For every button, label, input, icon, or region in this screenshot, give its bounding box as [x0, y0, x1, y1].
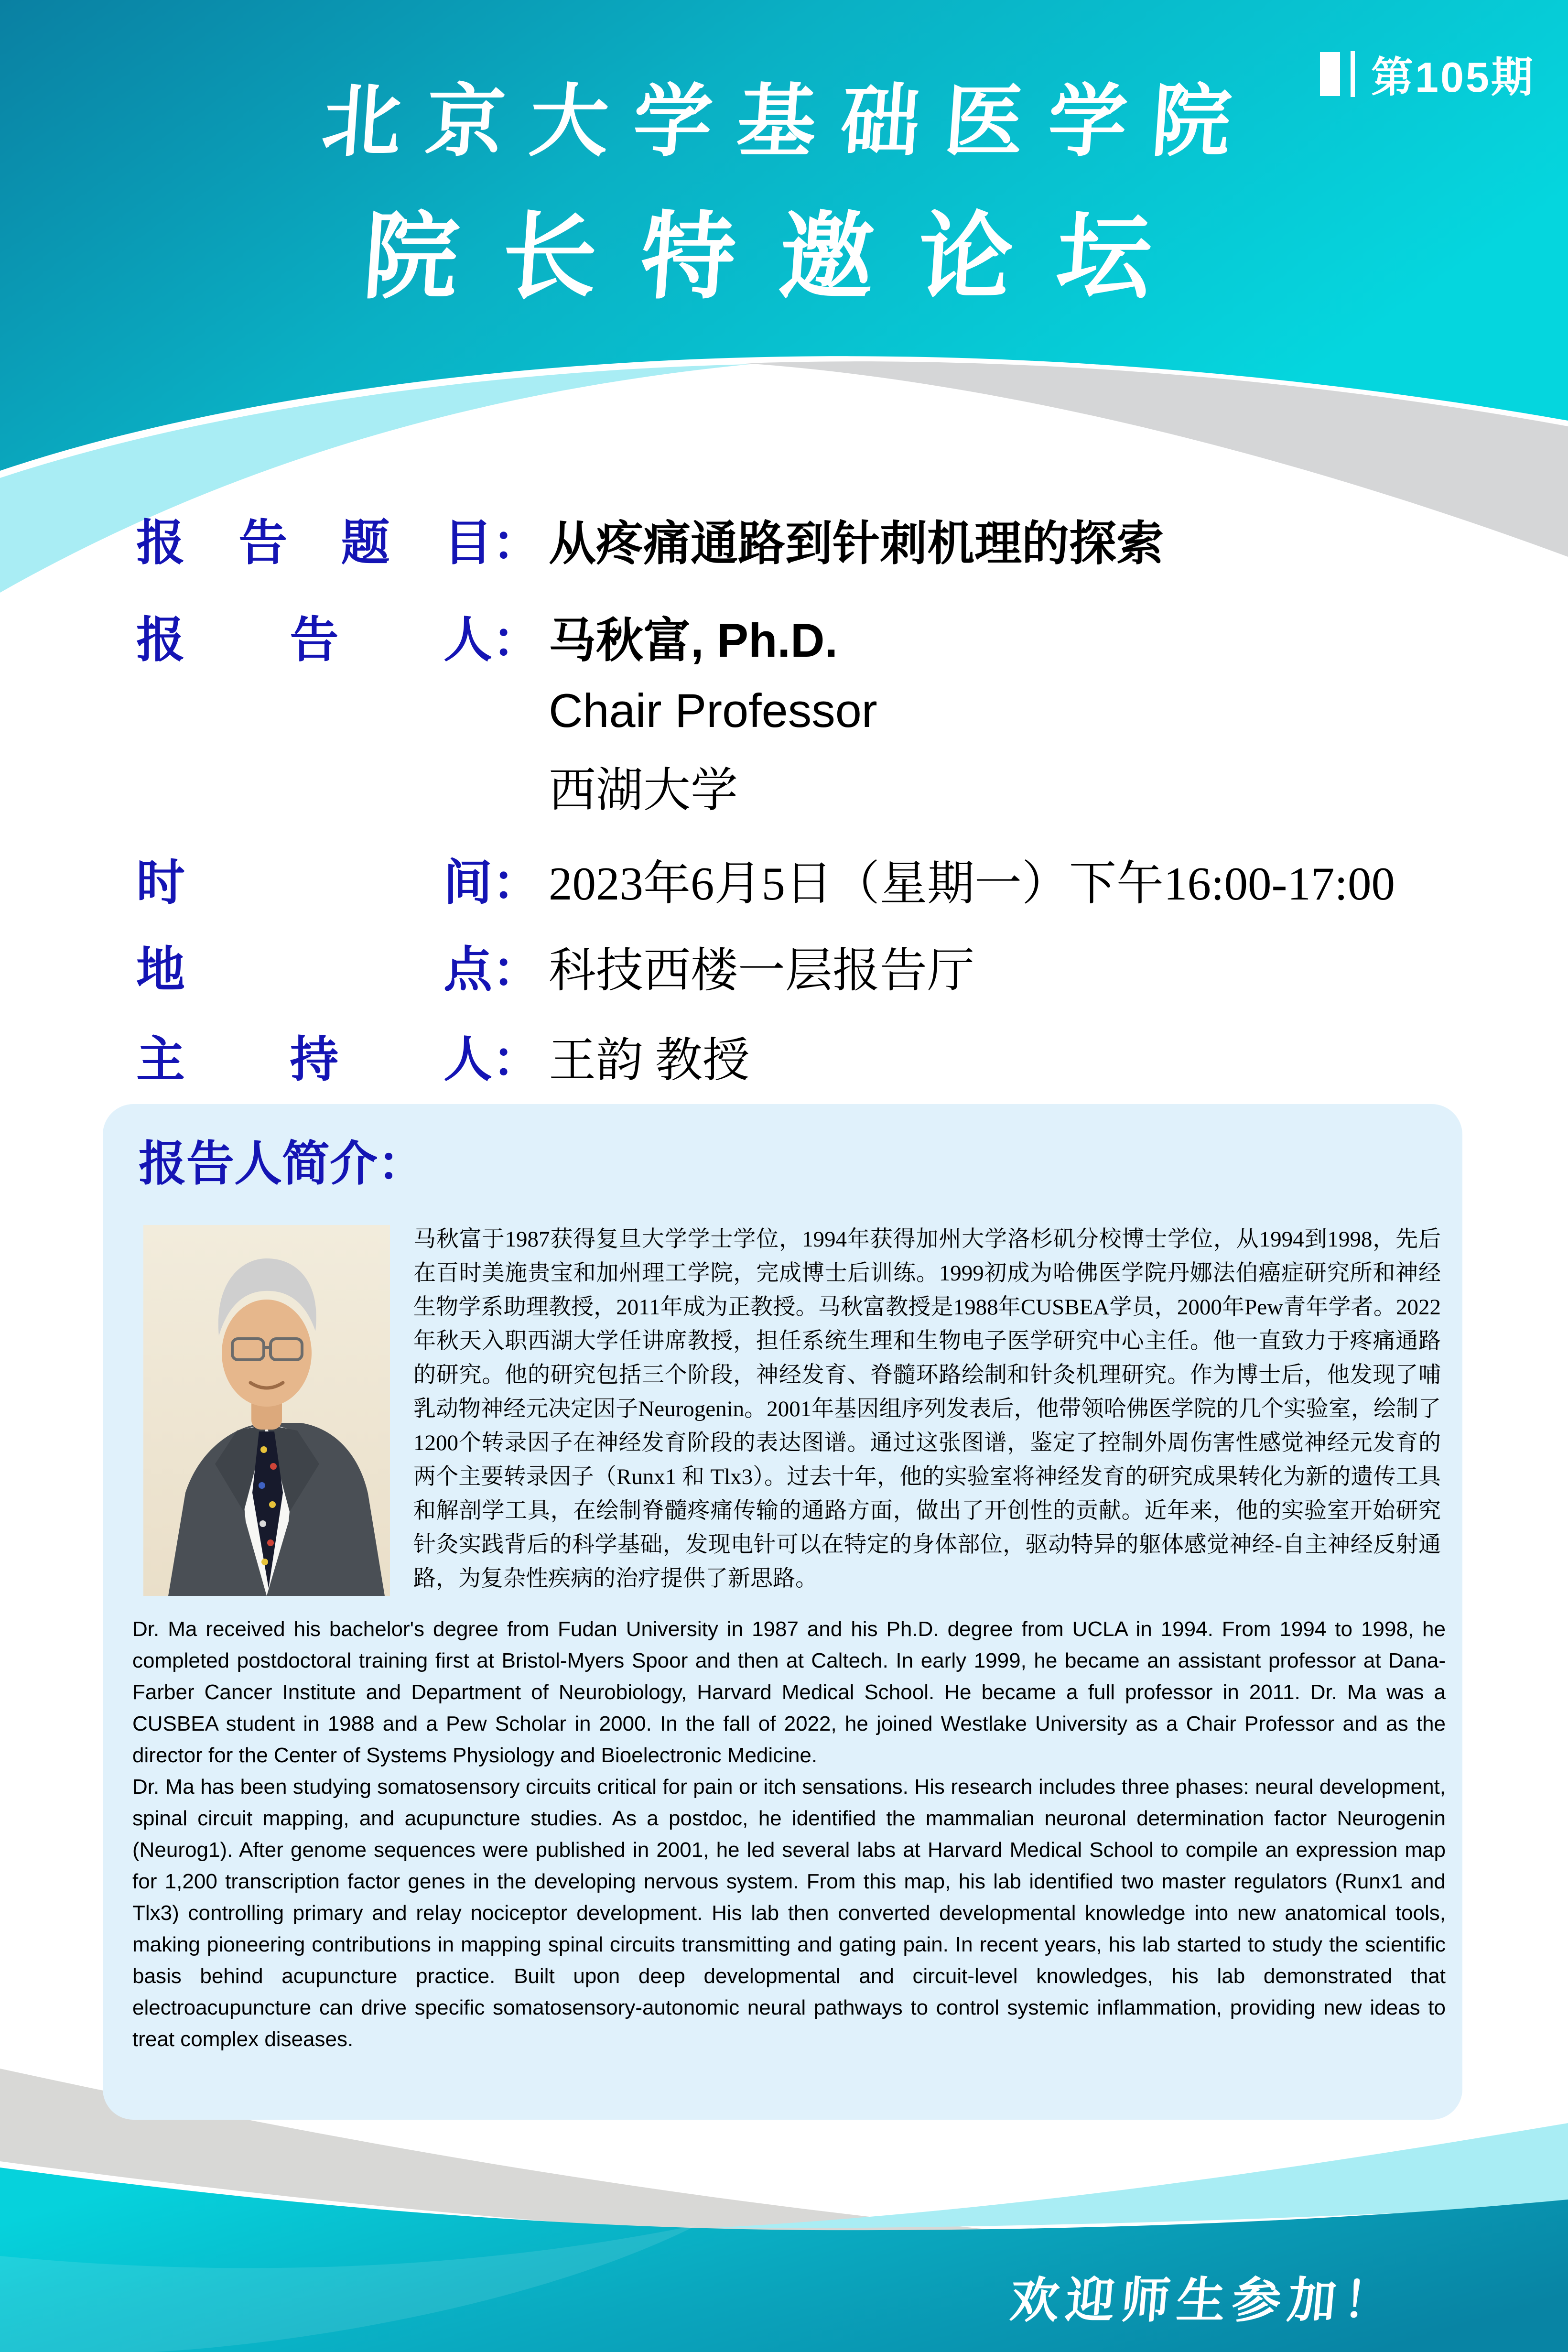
- row-speaker-affiliation: [136, 752, 738, 820]
- bio-heading: 报告人简介：: [139, 1137, 425, 1191]
- time-label: 时间: [136, 856, 492, 910]
- row-time: [136, 844, 1395, 914]
- host-colon: ：: [492, 1032, 541, 1087]
- header-titles: [0, 72, 1568, 314]
- bio-english-paragraph-1: Dr. Ma received his bachelor's degree from Fudan University in 1987 and his Ph.D. degree from UCLA in 1994. From 1994 to 1998, he completed postdoctoral training first at Bristol-Myers Spoor and then at Caltech. In early 1999, he became an assistant professor at Dana-Farber Cancer Institute and Department of Neurobiology, Harvard Medical School. He became a full professor in 2011. Dr. Ma was a CUSBEA student in 1988 and a Pew Scholar in 2000. In the fall of 2022, he joined Westlake University as a Chair Professor and as the director for the Center of Systems Physiology and Bioelectronic Medicine.: [132, 1617, 1446, 1767]
- org-title: 北京大学基础医学院: [319, 75, 1259, 167]
- forum-title: 院长特邀论坛: [359, 201, 1200, 313]
- speaker-portrait-photo: [143, 1225, 390, 1596]
- speaker-name: 马秋富, Ph.D.: [549, 614, 838, 667]
- speaker-title: Chair Professor: [549, 684, 877, 737]
- speaker-bio-box: [103, 1104, 1462, 2120]
- bio-english-paragraph-2: Dr. Ma has been studying somatosensory circuits critical for pain or itch sensations. His research includes three phases: neural development, spinal circuit mapping, and acupuncture studies. As a postdoc, he identified the mammalian neuronal determination factor Neurogenin (Neurog1). After genome sequences were published in 2001, he led several labs at Harvard Medical School to compile an expression map for 1,200 transcription factor genes in the developing nervous system. From this map, his lab identified two master regulators (Runx1 and Tlx3) controlling primary and relay nociceptor development. His lab then converted developmental knowledge into new anatomical tools, making pioneering contributions in mapping spinal circuits transmitting and gating pain. In recent years, his lab started to study the scientific basis behind acupuncture practice. Built upon deep developmental and circuit-level knowledges, his lab demonstrated that electroacupuncture can drive specific somatosensory-autonomic neural pathways to control systemic inflammation, providing new ideas to treat complex diseases.: [132, 1775, 1446, 2051]
- face: [222, 1300, 312, 1407]
- row-host: [136, 1021, 750, 1091]
- location-colon: ：: [492, 943, 541, 997]
- row-speaker: [136, 601, 838, 671]
- speaker-label: 报告人: [136, 613, 492, 667]
- issue-number: 第105期: [1371, 54, 1535, 101]
- location-value: 科技西楼一层报告厅: [549, 945, 974, 997]
- host-label: 主持人: [136, 1032, 492, 1087]
- topic-value: 从疼痛通路到针刺机理的探索: [549, 517, 1164, 570]
- bio-english-text: [132, 1614, 1446, 2055]
- row-location: [136, 931, 974, 1001]
- row-speaker-title: [136, 683, 877, 738]
- location-label: 地点: [136, 943, 492, 997]
- time-value: 2023年6月5日（星期一）下午16:00-17:00: [549, 858, 1395, 910]
- host-value: 王韵 教授: [549, 1035, 750, 1087]
- speaker-affiliation: 西湖大学: [549, 763, 738, 816]
- topic-colon: ：: [492, 516, 541, 570]
- row-topic: [136, 504, 1164, 574]
- speaker-colon: ：: [492, 613, 541, 667]
- bio-chinese-text: 马秋富于1987获得复旦大学学士学位，1994年获得加州大学洛杉矶分校博士学位，从1994到1998，先后在百时美施贵宝和加州理工学院，完成博士后训练。1999初成为哈佛医学院丹娜法伯癌症研究所和神经生物学系助理教授，2011年成为正教授。马秋富教授是1988年CUSBEA学员，2000年Pew青年学者。2022年秋天入职西湖大学任讲席教授，担任系统生理和生物电子医学研究中心主任。他一直致力于疼痛通路的研究。他的研究包括三个阶段，神经发育、脊髓环路绘制和针灸机理研究。作为博士后，他发现了哺乳动物神经元决定因子Neurogenin。2001年基因组序列发表后，他带领哈佛医学院的几个实验室，绘制了1200个转录因子在神经发育阶段的表达图谱。通过这张图谱，鉴定了控制外周伤害性感觉神经元发育的两个主要转录因子（Runx1 和 Tlx3）。过去十年，他的实验室将神经发育的研究成果转化为新的遗传工具和解剖学工具，在绘制脊髓疼痛传输的通路方面，做出了开创性的贡献。近年来，他的实验室开始研究针灸实践背后的科学基础，发现电针可以在特定的身体部位，驱动特异的躯体感觉神经-自主神经反射通路，为复杂性疾病的治疗提供了新思路。: [413, 1227, 1441, 1591]
- welcome-message: 欢迎师生参加！: [1008, 2273, 1401, 2328]
- topic-label: 报告题目: [136, 516, 492, 570]
- time-colon: ：: [492, 856, 541, 910]
